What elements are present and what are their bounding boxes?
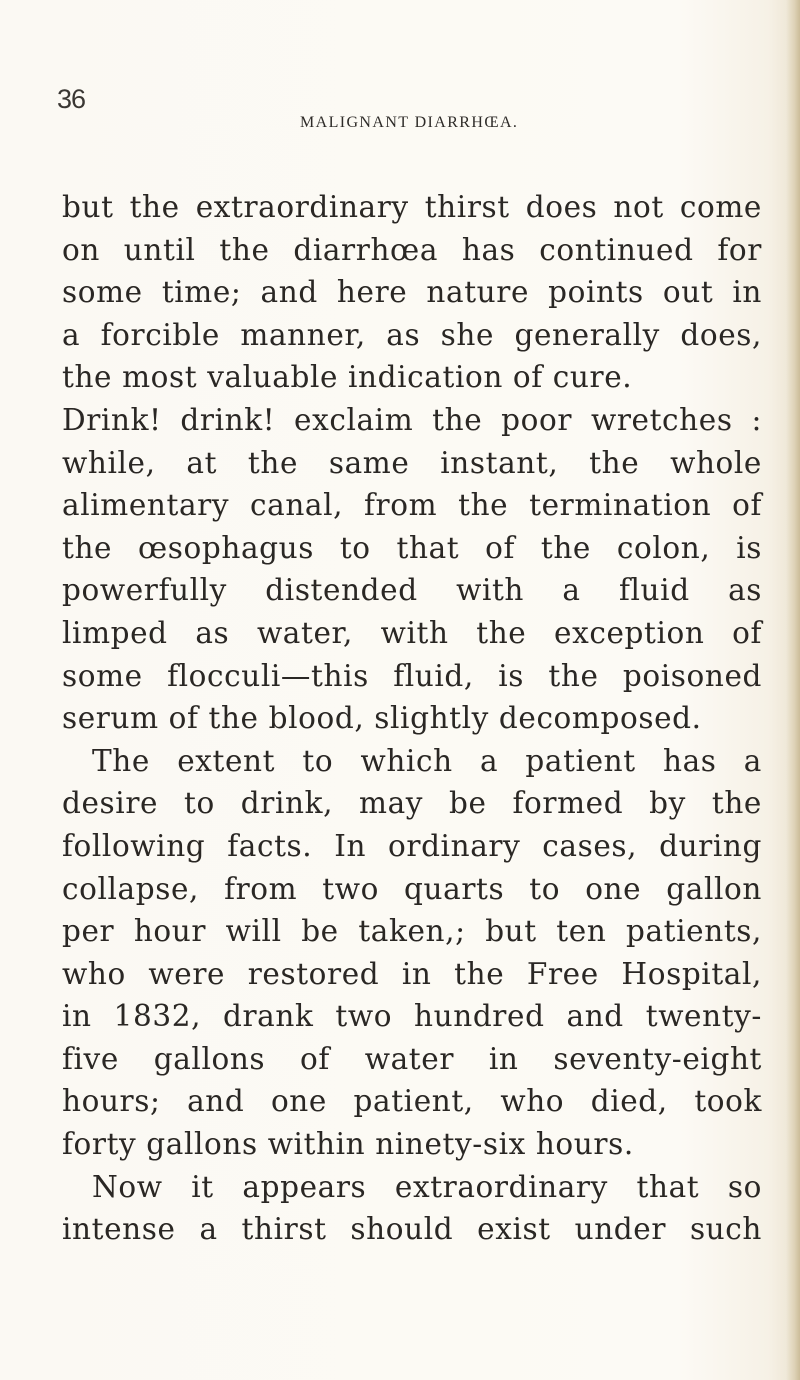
text-line: on until the diarrhœa has continued for [62, 232, 762, 267]
text-line: desire to drink, may be formed by the [62, 786, 762, 821]
running-head: MALIGNANT DIARRHŒA. [300, 114, 519, 131]
text-line: limped as water, with the exception of [62, 615, 762, 650]
text-line: hours; and one patient, who died, took [62, 1084, 762, 1119]
text-line: forty gallons within ninety-six hours. [62, 1127, 634, 1162]
text-line: the most valuable indication of cure. [62, 360, 633, 395]
text-line: following facts. In ordinary cases, during [62, 828, 762, 863]
body-text [62, 186, 762, 1251]
text-line: a forcible manner, as she generally does, [62, 317, 762, 352]
text-line: some time; and here nature points out in [62, 275, 762, 310]
text-line: alimentary canal, from the termination of [62, 488, 762, 523]
text-line: while, at the same instant, the whole [62, 445, 762, 480]
text-line: Drink! drink! exclaim the poor wretches : [62, 402, 762, 437]
text-line: collapse, from two quarts to one gallon [62, 871, 762, 906]
text-line: in 1832, drank two hundred and twenty- [62, 999, 762, 1034]
text-line: some flocculi—this fluid, is the poisoned [62, 658, 762, 693]
text-line: per hour will be taken,; but ten patients, [62, 914, 762, 949]
text-line: The extent to which a patient has a [92, 743, 762, 778]
text-line: intense a thirst should exist under such [62, 1212, 762, 1247]
page-number: 36 [57, 84, 86, 114]
text-line: the œsophagus to that of the colon, is [62, 530, 762, 565]
text-line: serum of the blood, slightly decomposed. [62, 701, 702, 736]
text-line: five gallons of water in seventy-eight [62, 1041, 762, 1076]
text-line: powerfully distended with a fluid as [62, 573, 762, 608]
text-line: who were restored in the Free Hospital, [62, 956, 762, 991]
page-edge-shadow [786, 0, 800, 1380]
text-line: Now it appears extraordinary that so [92, 1169, 762, 1204]
text-line: but the extraordinary thirst does not come [62, 190, 762, 224]
